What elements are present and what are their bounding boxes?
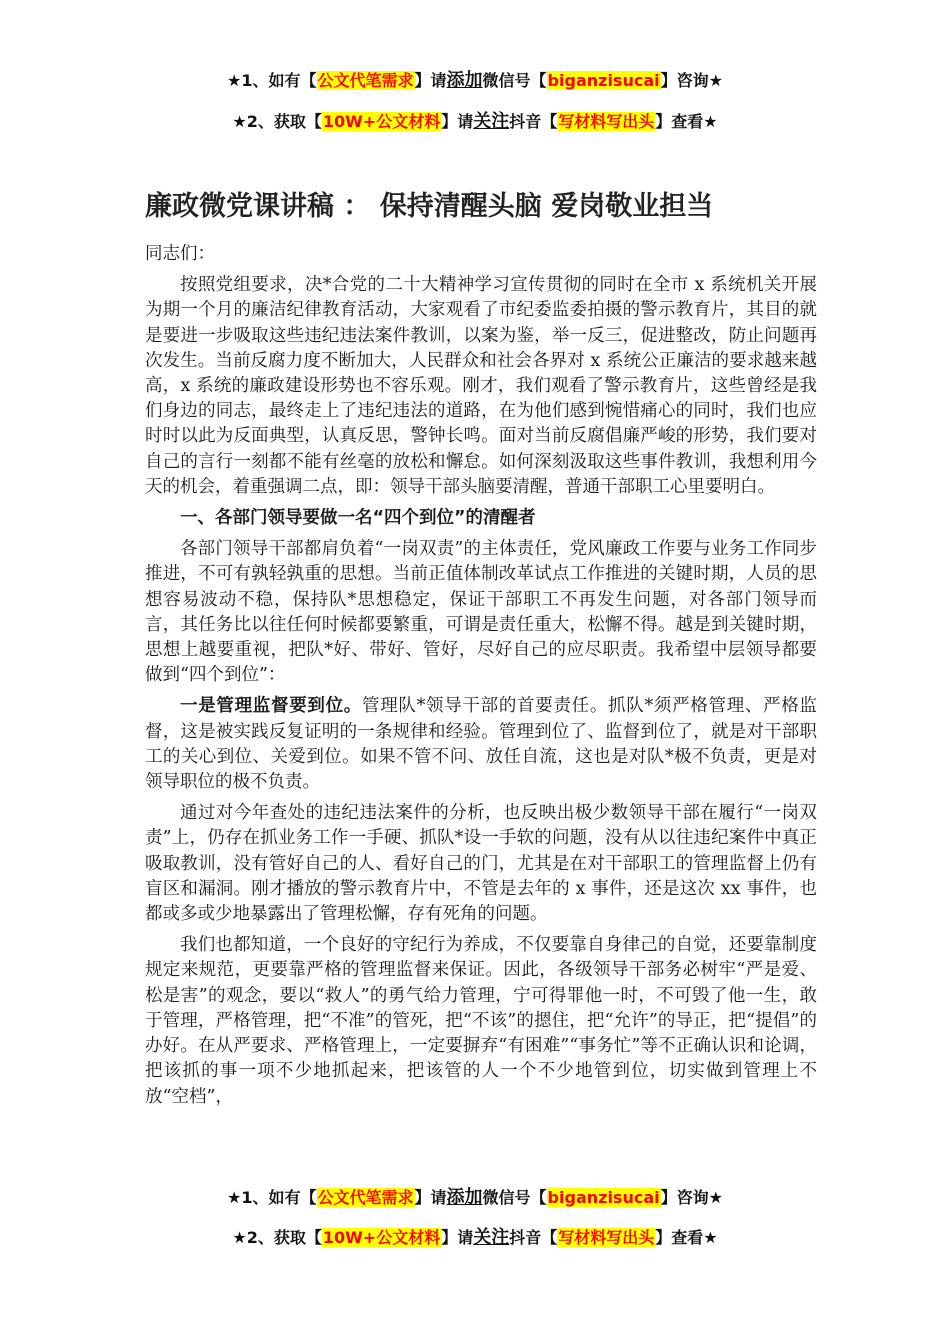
promo-text: 】查看★ (655, 1228, 718, 1247)
promo-line-1-bottom (0, 1187, 950, 1209)
promo-highlight: 公文代笔需求 (317, 1188, 414, 1207)
section-heading (145, 506, 817, 531)
section-heading-text: 一、各部门领导要做一名“四个到位”的清醒者 (180, 508, 536, 529)
promo-text: 抖音【 (509, 112, 558, 131)
promo-text: ★2、获取【 (232, 112, 322, 131)
promo-text: 抖音【 (509, 1228, 558, 1247)
promo-highlight: 10W+公文材料 (322, 112, 441, 131)
paragraph-lead: 一是管理监督要到位。 (180, 696, 362, 717)
promo-text: 】请 (441, 1228, 474, 1247)
promo-text: 】咨询★ (660, 71, 723, 90)
promo-text: 微信号【 (482, 71, 547, 90)
paragraph-text: 管理队*领导干部的首要责任。抓队*须严格管理、严格监督，这是被实践反复证明的一条规律和经验。管理到位了、监督到位了，就是对干部职工的关心到位、关爱到位。如果不管不问、放任自流，这也是对队*极不负责，更是对领导职位的极不负责。 (145, 696, 817, 793)
paragraph: 按照党组要求，决*合党的二十大精神学习宣传贯彻的同时在全市 x 系统机关开展为期一个月的廉洁纪律教育活动，大家观看了市纪委监委拍摄的警示教育片，其目的就是要进一步吸取这些违纪违法案件教训，以案为鉴，举一反三，促进整改，防止问题再次发生。当前反腐力度不断加大，人民群众和社会各界对 x 系统公正廉洁的要求越来越高，x 系统的廉政建设形势也不容乐观。刚才，我们观看了警示教育片，这些曾经是我们身边的同志，最终走上了违纪违法的道路，在为他们感到惋惜痛心的同时，我们也应时时以此为反面典型，认真反思，警钟长鸣。面对当前反腐倡廉严峻的形势，我们要对自己的言行一刻都不能有丝毫的放松和懈怠。如何深刻汲取这些事件教训，我想利用今天的机会，着重强调二点，即：领导干部头脑要清醒，普通干部职工心里要明白。 (145, 275, 817, 497)
promo-underline: 关注 (473, 1227, 510, 1248)
promo-text: 】查看★ (655, 112, 718, 131)
promo-text: 】请 (441, 112, 474, 131)
douyin-highlight: 写材料写出头 (558, 112, 655, 131)
promo-text: 微信号【 (482, 1188, 547, 1207)
wechat-id-highlight: biganzisucai (547, 1188, 660, 1207)
promo-line-1 (0, 70, 950, 92)
salutation: 同志们： (145, 244, 215, 264)
promo-text: ★2、获取【 (232, 1228, 322, 1247)
promo-text: 】请 (414, 71, 447, 90)
promo-text: ★1、如有【 (227, 71, 317, 90)
paragraph (145, 694, 817, 795)
promo-underline: 添加 (446, 70, 483, 91)
paragraph: 我们也都知道，一个良好的守纪行为养成，不仅要靠自身律己的自觉，还要靠制度规定来规范，更要靠严格的管理监督来保证。因此，各级领导干部务必树牢“严是爱、松是害”的观念，要以“救人”的勇气给力管理，宁可得罪他一时，不可毁了他一生，敢于管理，严格管理，把“不准”的管死，把“不该”的摁住，把“允许”的导正，把“提倡”的办好。在从严要求、严格管理上，一定要摒弃“有困难”“事务忙”等不正确认识和论调，把该抓的事一项不少地抓起来，把该管的人一个不少地管到位，切实做到管理上不放“空档”， (145, 935, 817, 1107)
promo-line-2 (0, 111, 950, 133)
wechat-id-highlight: biganzisucai (547, 71, 660, 90)
promo-text: 】请 (414, 1188, 447, 1207)
promo-highlight: 10W+公文材料 (322, 1228, 441, 1247)
promo-highlight: 公文代笔需求 (317, 71, 414, 90)
document-body (145, 242, 817, 1110)
promo-underline: 关注 (473, 111, 510, 132)
promo-underline: 添加 (446, 1187, 483, 1208)
promo-text: 】咨询★ (660, 1188, 723, 1207)
douyin-highlight: 写材料写出头 (558, 1228, 655, 1247)
promo-line-2-bottom (0, 1227, 950, 1249)
paragraph: 通过对今年查处的违纪违法案件的分析，也反映出极少数领导干部在履行“一岗双责”上，仍存在抓业务工作一手硬、抓队*设一手软的问题，没有从以往违纪案件中真正吸取教训，没有管好自己的人、看好自己的门，尤其是在对干部职工的管理监督上仍有盲区和漏洞。刚才播放的警示教育片中，不管是去年的 x 事件，还是这次 xx 事件，也都或多或少地暴露出了管理松懈，存有死角的问题。 (145, 803, 817, 925)
promo-text: ★1、如有【 (227, 1188, 317, 1207)
document-title: 廉政微党课讲稿 ： 保持清醒头脑 爱岗敬业担当 (145, 191, 714, 222)
paragraph: 各部门领导干部都肩负着“一岗双责”的主体责任，党风廉政工作要与业务工作同步推进，不可有孰轻孰重的思想。当前正值体制改革试点工作推进的关键时期，人员的思想容易波动不稳，保持队*思想稳定，保证干部职工不再发生问题，对各部门领导而言，其任务比以往任何时候都要繁重，可谓是责任重大，松懈不得。越是到关键时期，思想上越要重视，把队*好、带好、管好，尽好自己的应尽职责。我希望中层领导都要做到“四个到位”： (145, 539, 817, 686)
